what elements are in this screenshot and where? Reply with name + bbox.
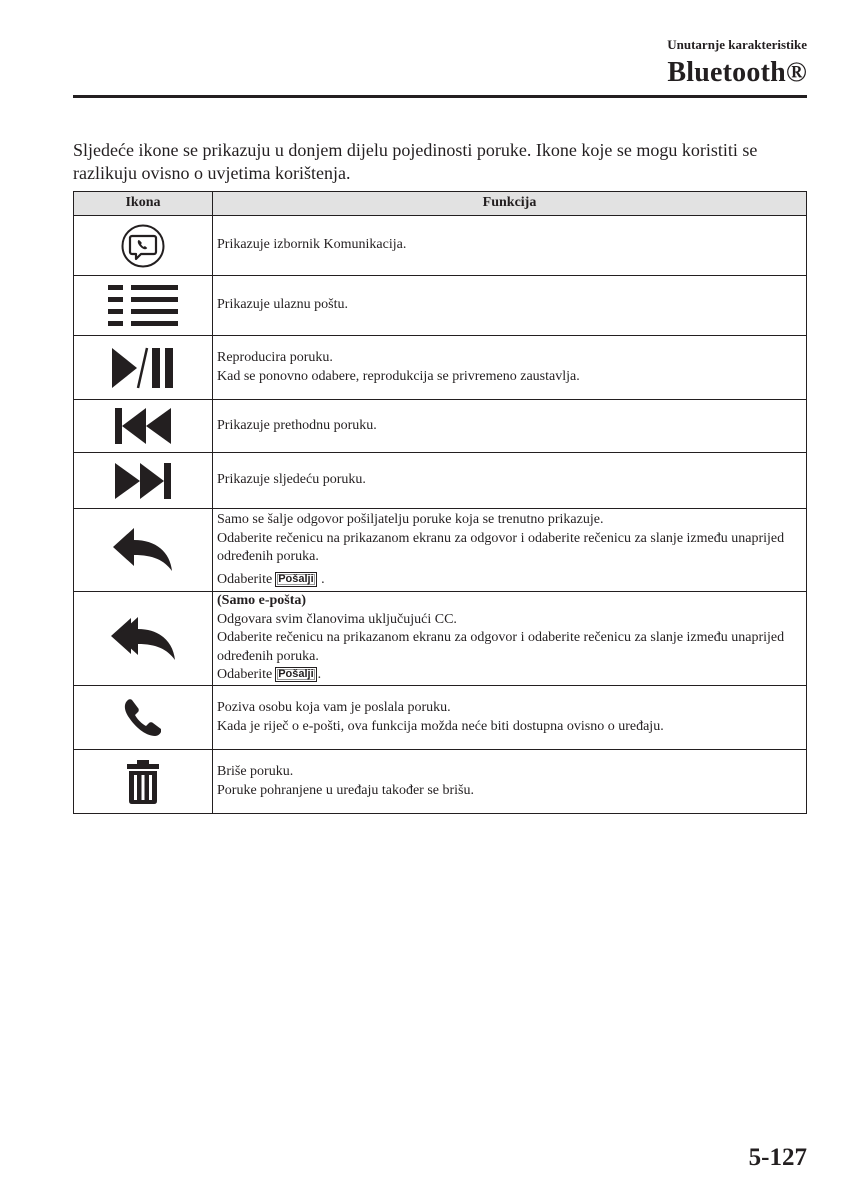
communication-icon: [120, 223, 166, 269]
table-row: [74, 400, 807, 453]
select-prefix: Odaberite: [217, 571, 273, 587]
function-text: Poziva osobu koja vam je poslala poruku.: [217, 700, 451, 715]
intro-paragraph: Sljedeće ikone se prikazuju u donjem dijelu pojedinosti poruke. Ikone koje se mogu koristiti se razlikuju ovisno o uvjetima korištenja.: [73, 140, 758, 183]
table-row: [74, 686, 807, 750]
header-function-column: Funkcija: [213, 192, 807, 216]
function-text: Odaberite rečenicu na prikazanom ekranu za odgovor i odaberite rečenicu za slanje između unaprijed određenih poruka.: [217, 530, 785, 564]
table-row: [74, 336, 807, 400]
function-text: Prikazuje sljedeću poruku.: [217, 472, 366, 488]
function-text: Prikazuje ulaznu poštu.: [217, 297, 349, 313]
function-cell: [213, 336, 807, 400]
reply-all-icon: [111, 617, 175, 661]
function-cell: [213, 509, 807, 592]
function-text: Kada je riječ o e-pošti, ova funkcija možda neće biti dostupna ovisno o uređaju.: [217, 718, 664, 734]
send-button[interactable]: Pošalji: [275, 572, 316, 587]
function-text: Prikazuje prethodnu poruku.: [217, 417, 377, 433]
page-number: 5-127: [748, 1144, 807, 1171]
function-text: Reproducira poruku.: [217, 350, 333, 365]
header-icon-column: Ikona: [74, 192, 213, 216]
icon-cell: [74, 400, 213, 453]
icon-cell: [74, 592, 213, 686]
list-icon: [108, 285, 178, 327]
function-cell: [213, 750, 807, 814]
function-text: Briše poruku.: [217, 764, 294, 779]
header-rule: [73, 95, 807, 98]
table-row: [74, 750, 807, 814]
select-instruction: [217, 666, 806, 685]
icon-cell: [74, 686, 213, 750]
select-instruction: [217, 571, 806, 590]
function-heading: (Samo e-pošta): [217, 593, 307, 609]
table-row: [74, 216, 807, 276]
trash-icon: [126, 760, 160, 804]
select-prefix: Odaberite: [217, 667, 273, 683]
phone-icon: [123, 698, 163, 738]
play-pause-icon: [112, 346, 174, 390]
icon-cell: [74, 336, 213, 400]
icon-cell: [74, 216, 213, 276]
previous-track-icon: [115, 408, 171, 444]
function-cell: [213, 216, 807, 276]
icon-cell: [74, 276, 213, 336]
function-cell: [213, 276, 807, 336]
chapter-title: Bluetooth®: [667, 57, 807, 88]
table-row: [74, 276, 807, 336]
reply-icon: [113, 528, 173, 572]
function-text: Kad se ponovno odabere, reprodukcija se privremeno zaustavlja.: [217, 368, 580, 384]
function-cell: [213, 686, 807, 750]
table-header-row: [74, 192, 807, 216]
function-cell: [213, 453, 807, 509]
table-row: [74, 453, 807, 509]
function-text: Samo se šalje odgovor pošiljatelju poruke koja se trenutno prikazuje.: [217, 512, 604, 527]
function-text: Odaberite rečenicu na prikazanom ekranu za odgovor i odaberite rečenicu za slanje između unaprijed određenih poruka.: [217, 630, 785, 664]
function-cell: [213, 592, 807, 686]
icon-cell: [74, 453, 213, 509]
function-cell: [213, 400, 807, 453]
function-text: Prikazuje izbornik Komunikacija.: [217, 237, 407, 253]
send-button[interactable]: Pošalji: [275, 667, 316, 682]
function-text: Odgovara svim članovima uključujući CC.: [217, 611, 457, 627]
function-text: Poruke pohranjene u uređaju također se brišu.: [217, 782, 474, 798]
section-label: Unutarnje karakteristike: [667, 37, 807, 52]
select-suffix: .: [321, 571, 325, 587]
icon-cell: [74, 509, 213, 592]
select-suffix: .: [317, 667, 322, 683]
icon-cell: [74, 750, 213, 814]
table-row: [74, 509, 807, 592]
table-row: [74, 592, 807, 686]
next-track-icon: [115, 463, 171, 499]
icon-function-table: [73, 191, 807, 814]
